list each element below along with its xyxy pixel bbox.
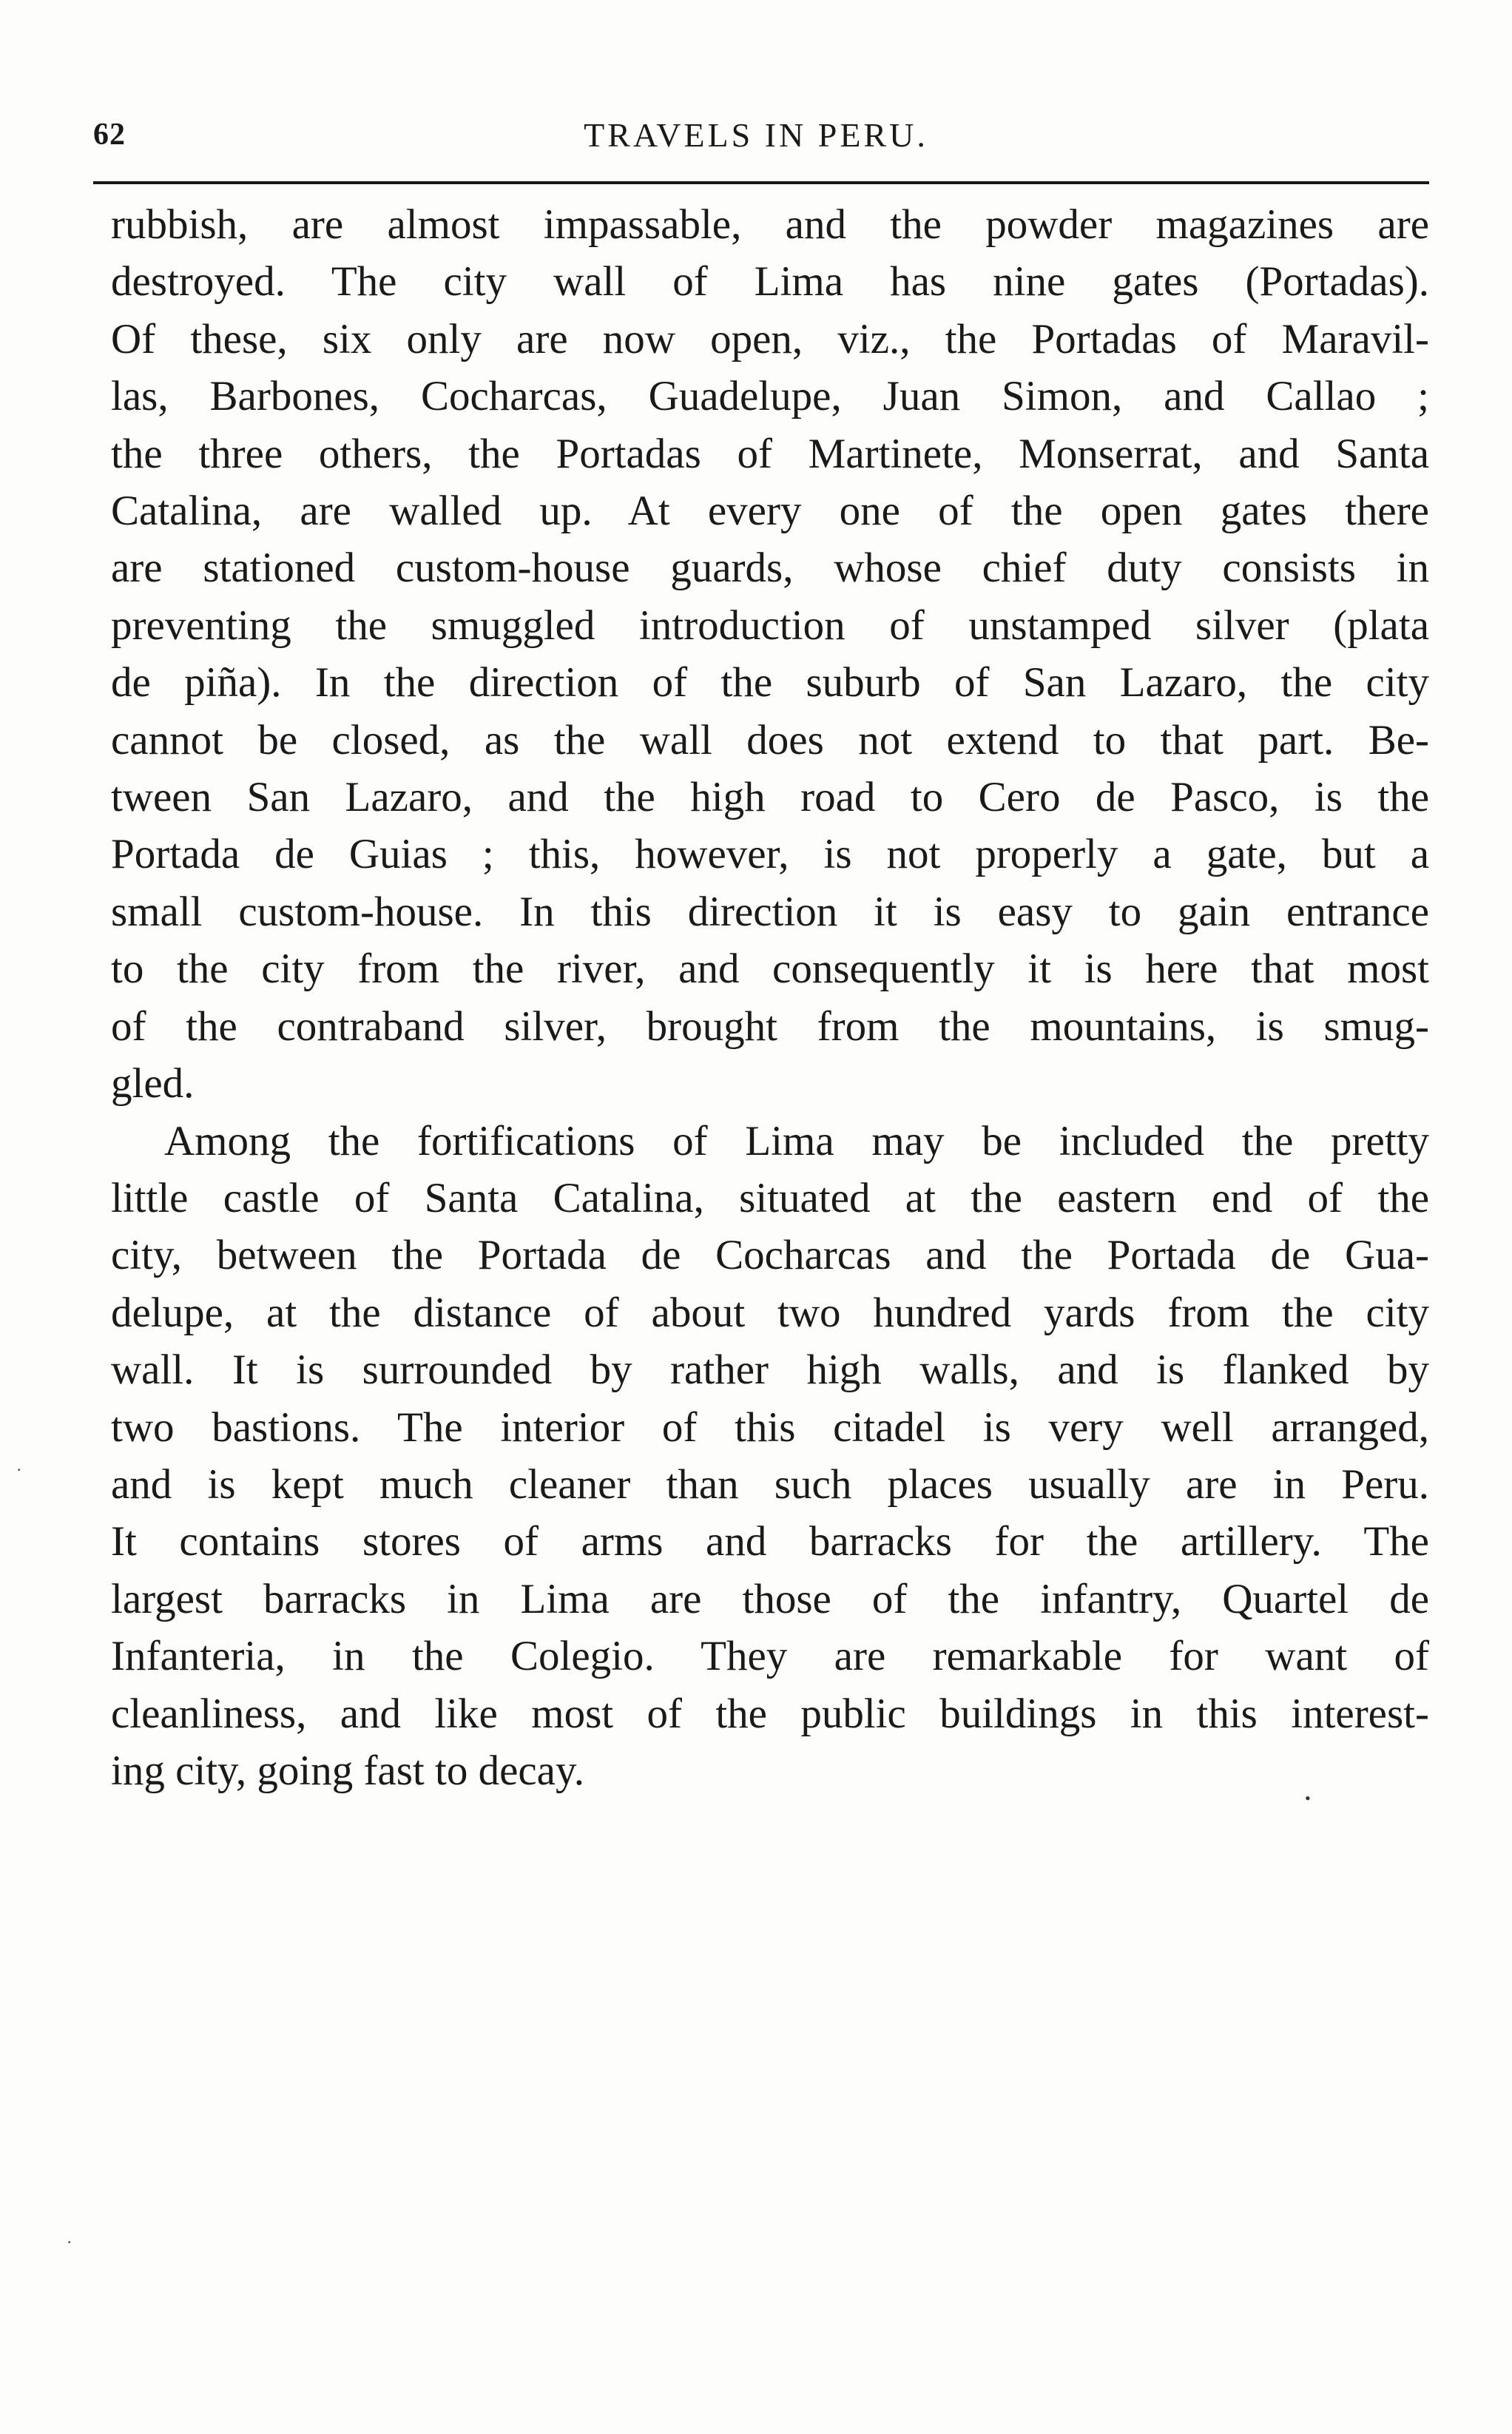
text-line: delupe, at the distance of about two hundred yards from the city <box>111 1289 1429 1336</box>
running-title: TRAVELS IN PERU. <box>584 116 928 154</box>
text-line: are stationed custom-house guards, whose chief duty consists in <box>111 545 1429 592</box>
text-line: Portada de Guias ; this, however, is not properly a gate, but a <box>111 831 1429 878</box>
text-line: small custom-house. In this direction it is easy to gain entrance <box>111 888 1429 935</box>
text-line: rubbish, are almost impassable, and the powder magazines are <box>111 201 1429 248</box>
text-line: Of these, six only are now open, viz., the Portadas of Maravil- <box>111 315 1429 363</box>
text-line: preventing the smuggled introduction of unstamped silver (plata <box>111 601 1429 649</box>
text-line: two bastions. The interior of this citadel is very well arranged, <box>111 1403 1429 1451</box>
text-line: It contains stores of arms and barracks for the artillery. The <box>111 1518 1429 1565</box>
ink-speck: · <box>67 2233 72 2251</box>
text-line: las, Barbones, Cocharcas, Guadelupe, Juan Simon, and Callao ; <box>111 373 1429 420</box>
paragraph-1 <box>111 196 1429 1113</box>
text-line: wall. It is surrounded by rather high walls, and is flanked by <box>111 1346 1429 1394</box>
text-line: city, between the Portada de Cocharcas and the Portada de Gua- <box>111 1232 1429 1279</box>
text-line: Among the fortifications of Lima may be included the pretty <box>164 1117 1429 1164</box>
text-line: the three others, the Portadas of Martinete, Monserrat, and Santa <box>111 430 1429 477</box>
text-line: Catalina, are walled up. At every one of the open gates there <box>111 488 1429 535</box>
text-line: to the city from the river, and consequently it is here that most <box>111 945 1429 993</box>
text-line: Infanteria, in the Colegio. They are remarkable for want of <box>111 1633 1429 1680</box>
text-line: of the contraband silver, brought from the mountains, is smug- <box>111 1002 1429 1050</box>
text-line: cleanliness, and like most of the public buildings in this interest- <box>111 1690 1429 1737</box>
text-line: destroyed. The city wall of Lima has nine gates (Portadas). <box>111 258 1429 306</box>
text-line: largest barracks in Lima are those of the infantry, Quartel de <box>111 1575 1429 1622</box>
text-line: tween San Lazaro, and the high road to Cero de Pasco, is the <box>111 774 1429 821</box>
page-body <box>111 196 1429 1799</box>
text-line: little castle of Santa Catalina, situated at the eastern end of the <box>111 1174 1429 1221</box>
text-line: gled. <box>111 1060 195 1108</box>
paragraph-2 <box>111 1113 1429 1800</box>
ink-speck: • <box>1305 1789 1311 1807</box>
text-line: ing city, going fast to decay. <box>111 1747 585 1794</box>
text-line: and is kept much cleaner than such places usually are in Peru. <box>111 1460 1429 1508</box>
text-line: cannot be closed, as the wall does not extend to that part. Be- <box>111 716 1429 763</box>
ink-speck: · <box>16 1460 22 1479</box>
header-rule <box>93 181 1429 184</box>
page-number: 62 <box>93 118 126 152</box>
text-line: de piña). In the direction of the suburb of San Lazaro, the city <box>111 659 1429 707</box>
